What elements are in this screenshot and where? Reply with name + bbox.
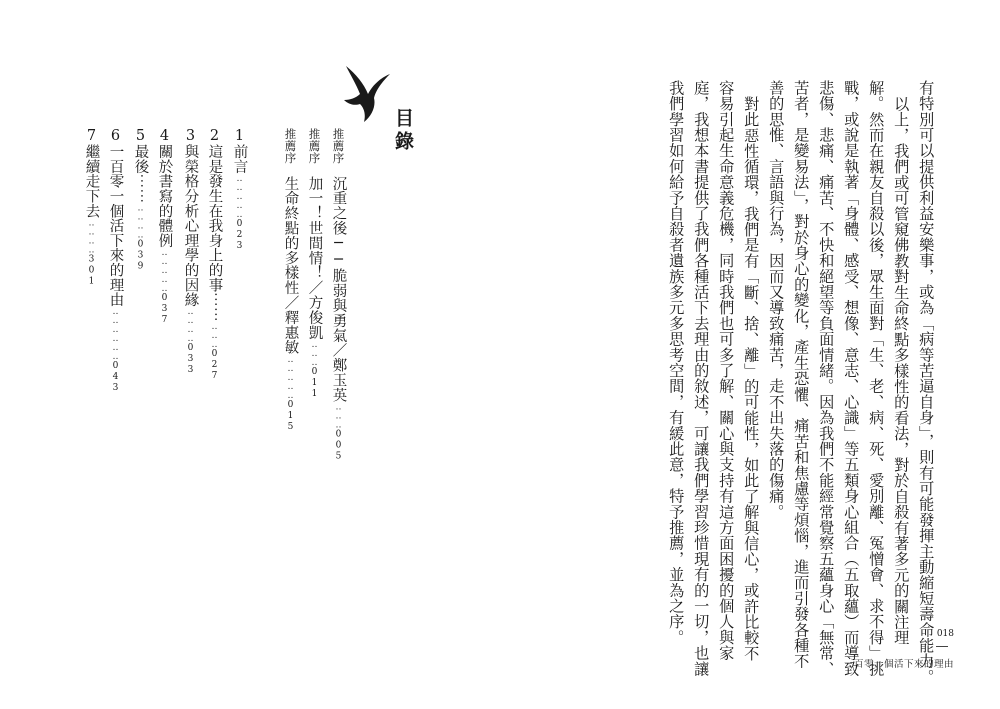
chapter-title: 一百零一個活下來的理由 xyxy=(107,144,124,308)
chapter-entry[interactable] xyxy=(84,128,99,287)
preface-title: 沉重之後──脆弱與勇氣／鄭玉英 xyxy=(330,176,347,403)
preface-text-line: 容易引起生命意義危機，同時我們也可多了解、關心與支持有這方面困擾的個人與家 xyxy=(717,80,736,661)
preface-label: 推薦序 xyxy=(283,128,298,164)
chapter-title: 這是發生在我身上的事⋯⋯ xyxy=(206,144,223,322)
chapter-number: 5 xyxy=(132,128,149,145)
preface-text-line: 以上，我們或可管窺佛教對生命終點多樣性的看法，對於自殺有著多元的關注理 xyxy=(892,96,911,646)
preface-text-line: 解。然而在親友自殺以後，眾生面對「生、老、病、死、愛別離、冤憎會、求不得」挑 xyxy=(867,80,886,677)
chapter-title: 最後⋯⋯ xyxy=(132,144,149,204)
chapter-title: 與榮格分析心理學的因緣 xyxy=(182,144,199,308)
leader-dots: ‥‥‥‥‥‥ xyxy=(110,307,121,362)
preface-text-line: 悲傷、悲痛、痛苦、不快和絕望等負面情緒。因為我們不能經常覺察五蘊身心「無常、 xyxy=(817,80,836,677)
page-number: 033 xyxy=(185,343,196,377)
preface-entry[interactable] xyxy=(331,128,346,463)
chapter-number: 7 xyxy=(83,128,100,145)
chapter-number: 2 xyxy=(206,128,223,145)
chapter-number: 1 xyxy=(231,128,248,145)
page-number-folio: 018 xyxy=(936,629,954,639)
chapter-number: 4 xyxy=(156,128,173,145)
preface-text-line: 有特別可以提供利益安樂事，或為「病等苦逼自身」，則有可能發揮主動縮短壽命能力。 xyxy=(917,80,936,685)
chapter-title: 前言 xyxy=(231,144,248,174)
leader-dots: ‥‥‥‥ xyxy=(135,203,146,240)
leader-dots: ‥‥‥‥ xyxy=(185,307,196,344)
preface-title: 生命終點的多樣性／釋惠敏 xyxy=(282,176,299,355)
chapter-number: 3 xyxy=(182,128,199,145)
page-number: 301 xyxy=(86,254,97,288)
page-number: 023 xyxy=(234,218,245,252)
preface-text-line: 苦者，是變易法」，對於身心的變化，產生恐懼、痛苦和焦慮等煩惱，進而引發各種不 xyxy=(792,80,811,669)
leader-dots: ‥‥‥‥ xyxy=(86,218,97,255)
chapter-title: 關於書寫的體例 xyxy=(156,144,173,248)
leader-dots: ‥‥‥ xyxy=(333,402,344,430)
chapter-entry[interactable] xyxy=(108,128,123,394)
leader-dots: ‥‥‥‥‥ xyxy=(159,247,170,293)
page-number: 011 xyxy=(309,366,320,400)
chapter-entry[interactable] xyxy=(133,128,148,273)
preface-entry[interactable] xyxy=(307,128,322,400)
page-number: 005 xyxy=(333,429,344,463)
page-number: 027 xyxy=(209,348,220,382)
preface-text-line: 善的思惟、言語與行為，因而又導致痛苦，走不出失落的傷痛。 xyxy=(767,80,786,520)
preface-entry[interactable] xyxy=(283,128,298,433)
leader-dots: ‥‥‥‥‥ xyxy=(285,354,296,400)
toc-title: 目錄 xyxy=(392,108,414,154)
chapter-entry[interactable] xyxy=(183,128,198,376)
chapter-number: 6 xyxy=(107,128,124,145)
preface-text-line: 我們學習如何給予自殺者遺族多元多思考空間，有緩此意，特予推薦，並為之序。 xyxy=(667,80,686,646)
page-number: 015 xyxy=(285,399,296,433)
page-number: 037 xyxy=(159,292,170,326)
page-number: 039 xyxy=(135,239,146,273)
chapter-entry[interactable] xyxy=(157,128,172,326)
chapter-title: 繼續走下去 xyxy=(83,144,100,219)
page-number: 043 xyxy=(110,361,121,395)
leader-dots: ‥‥‥‥‥ xyxy=(234,173,245,219)
folio-divider xyxy=(936,646,948,647)
preface-text-line: 對此惡性循環，我們是有「斷、捨、離」的可能性，如此了解與信心，或許比較不 xyxy=(742,96,761,662)
preface-text-line: 戰，或說是執著「身體、感受、想像、意志、心識」等五類身心組合（五取蘊）而導致 xyxy=(842,80,861,677)
chapter-entry[interactable] xyxy=(207,128,222,382)
preface-label: 推薦序 xyxy=(307,128,322,164)
preface-label: 推薦序 xyxy=(331,128,346,164)
preface-text-line: 庭，我想本書提供了我們各種活下去理由的敘述，可讓我們學習珍惜現有的一切，也讓 xyxy=(692,80,711,677)
leader-dots: ‥‥‥ xyxy=(309,339,320,367)
preface-title: 加一！世間情！／方俊凱 xyxy=(306,176,323,340)
bird-icon xyxy=(342,64,392,124)
bird-logo xyxy=(342,64,392,128)
running-book-title: 一百零一個活下來的理由 xyxy=(843,659,954,670)
leader-dots: ‥‥‥ xyxy=(209,321,220,349)
chapter-entry[interactable] xyxy=(232,128,247,252)
